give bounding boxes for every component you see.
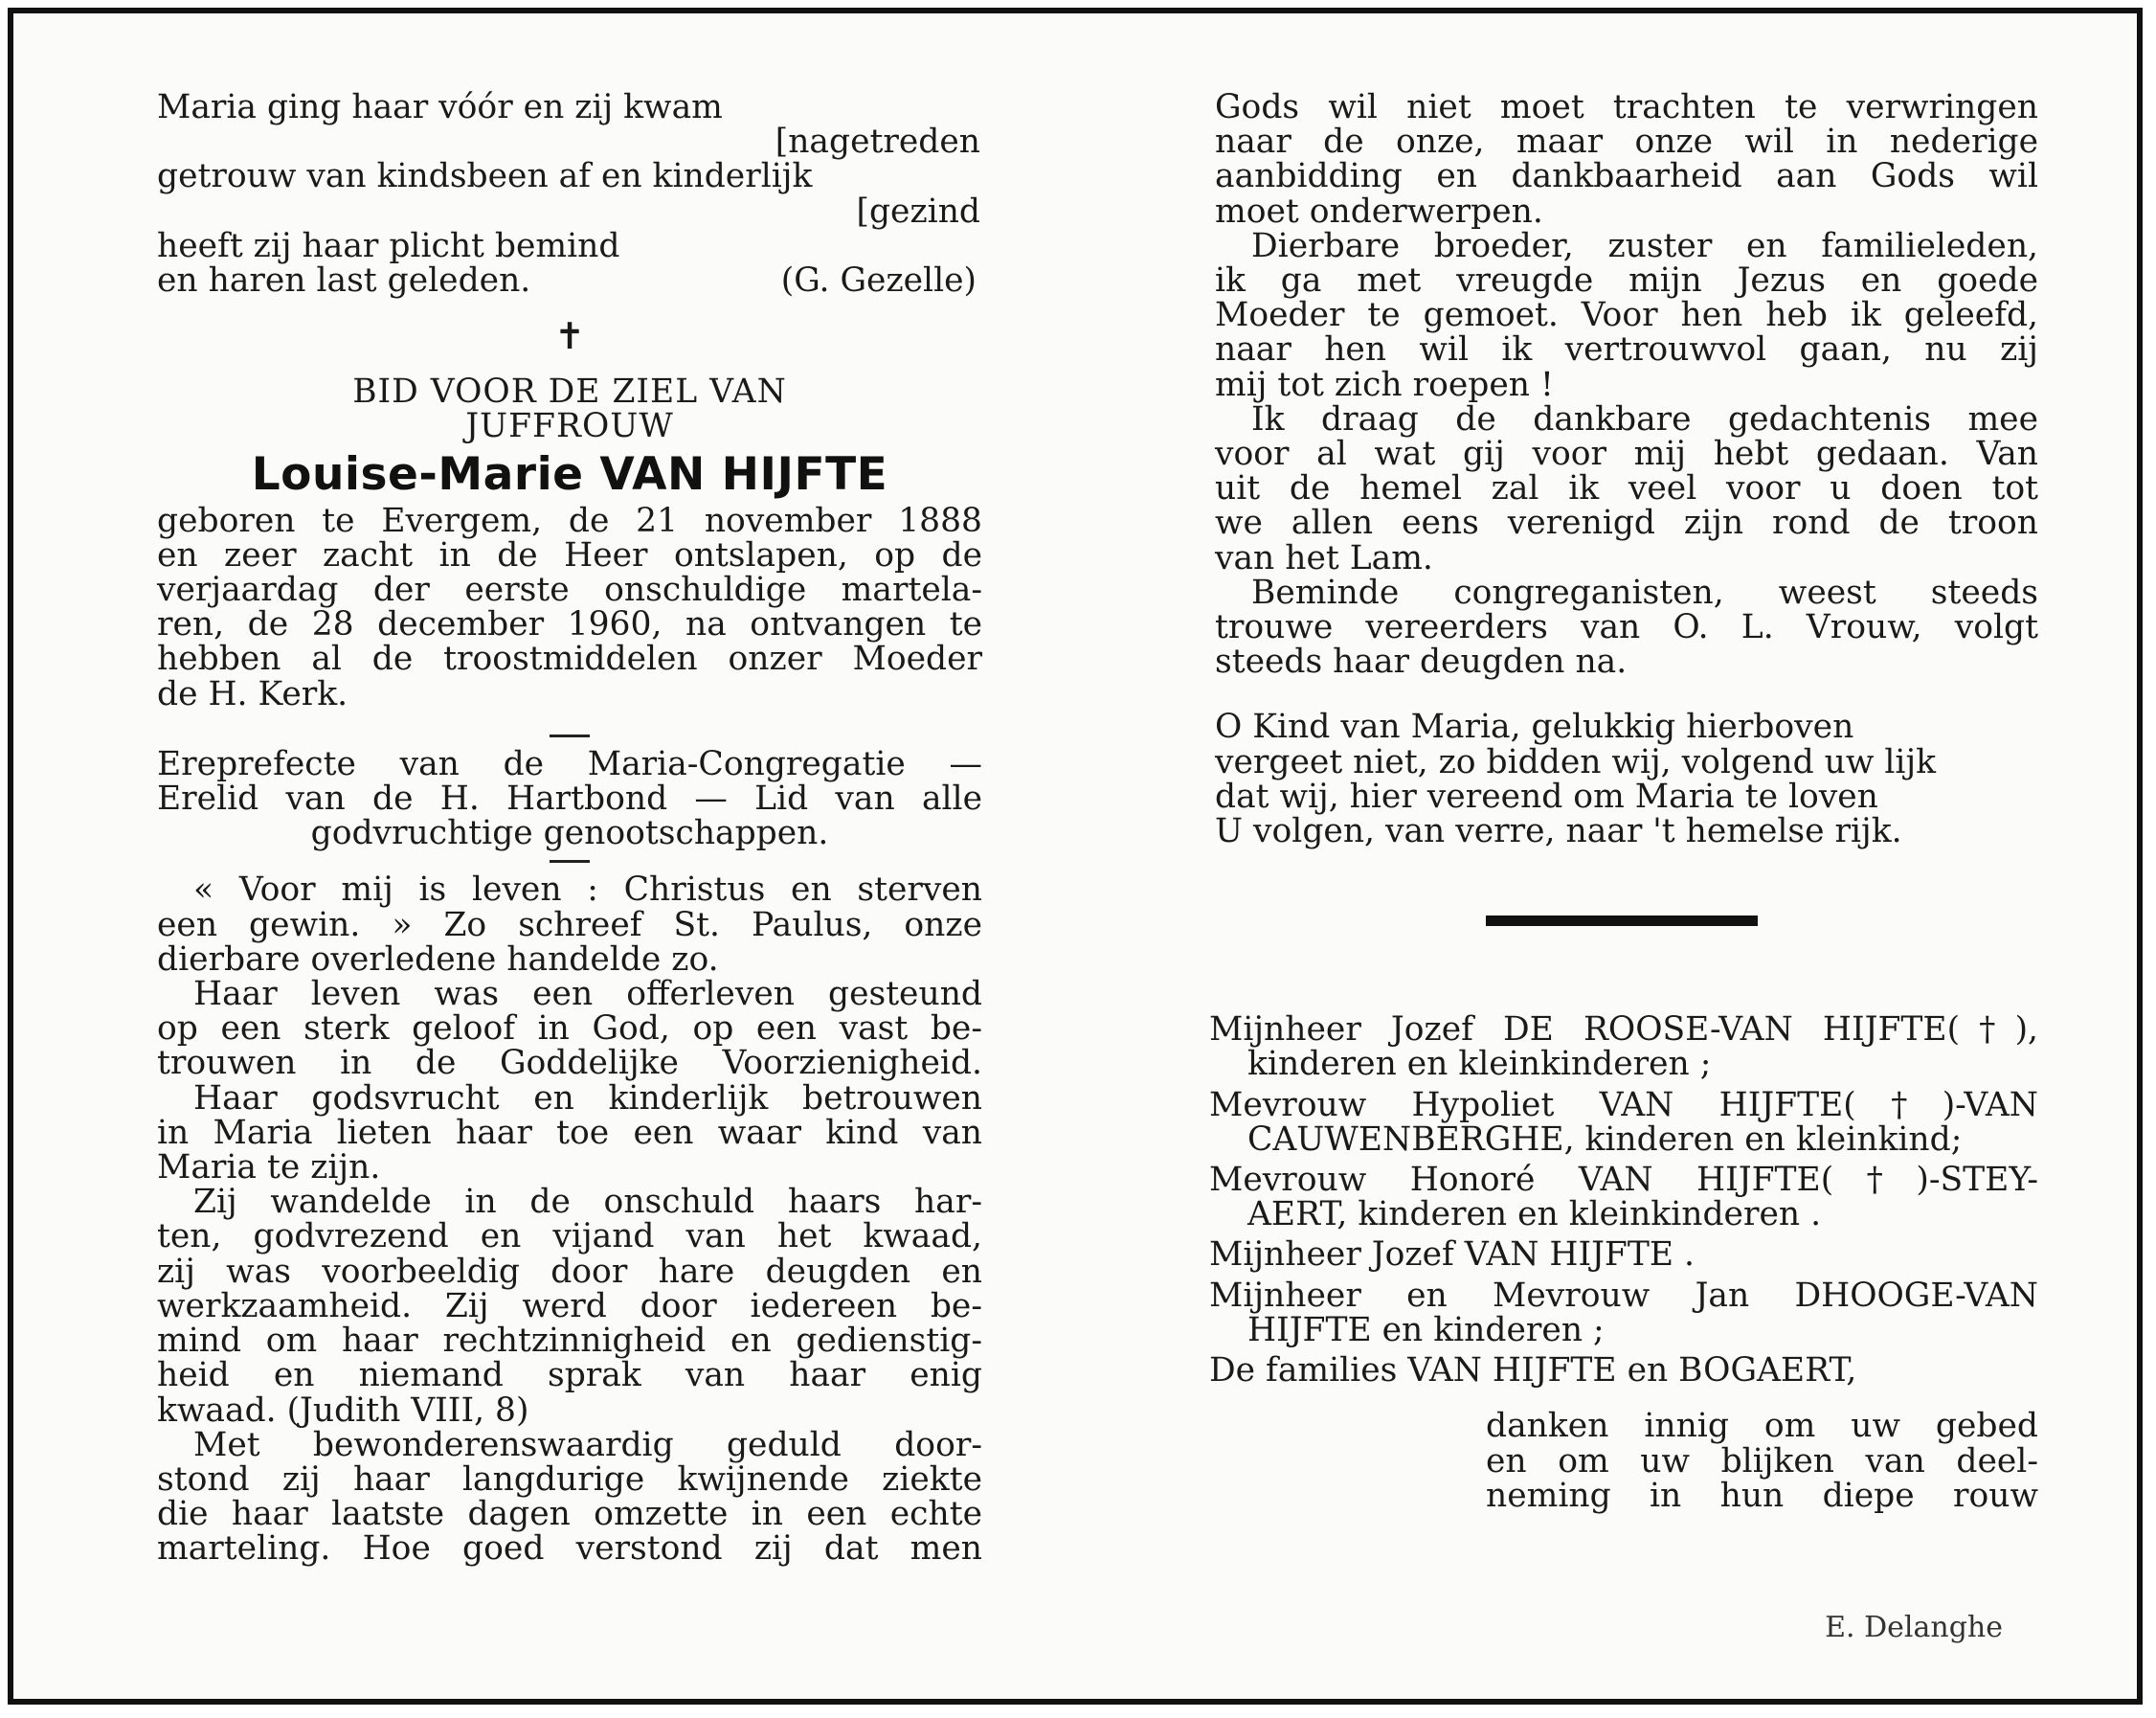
poem-line-attribution bbox=[157, 261, 982, 301]
verse-line: U volgen, van verre, naar 't hemelse rijk. bbox=[1215, 812, 1902, 851]
closing-verse bbox=[1215, 708, 2038, 851]
poem-line: heeft zij haar plicht bemind bbox=[157, 226, 620, 265]
text-line: die haar laatste dagen omzette in een echte bbox=[157, 1495, 982, 1534]
black-rule bbox=[1486, 916, 1758, 926]
bio-line: hebben al de troostmiddelen onzer Moeder bbox=[157, 640, 982, 679]
honorary-titles bbox=[157, 744, 982, 853]
bio-line: geboren te Evergem, de 21 november 1888 bbox=[157, 501, 982, 540]
heading-line-1: BID VOOR DE ZIEL VAN bbox=[352, 373, 787, 412]
poem-line: [nagetreden bbox=[775, 123, 980, 162]
title-line: Erelid van de H. Hartbond — Lid van alle bbox=[157, 780, 982, 819]
family-entry-cont: AERT, kinderen en kleinkinderen . bbox=[1247, 1195, 1822, 1234]
cross-icon: ✝ bbox=[554, 315, 585, 358]
text-line: ten, godvrezend en vijand van het kwaad, bbox=[157, 1217, 982, 1256]
verse-line: dat wij, hier vereend om Maria te loven bbox=[1215, 777, 1878, 816]
poem-line: Maria ging haar vóór en zij kwam bbox=[157, 88, 723, 126]
text-line: aanbidding en dankbaarheid aan Gods wil bbox=[1215, 157, 2038, 196]
gezelle-poem bbox=[157, 88, 982, 301]
family-entry: De families VAN HIJFTE en BOGAERT, bbox=[1209, 1351, 1857, 1390]
text-line: « Voor mij is leven : Christus en sterven bbox=[193, 870, 982, 910]
text-line: moet onderwerpen. bbox=[1215, 192, 1543, 231]
memorial-card bbox=[8, 8, 2143, 1705]
text-line: mind om haar rechtzinnigheid en gedienstig- bbox=[157, 1322, 982, 1361]
family-list bbox=[1209, 1012, 2038, 1388]
poem-line: [gezind bbox=[856, 192, 980, 231]
text-line: Maria te zijn. bbox=[157, 1148, 381, 1187]
text-line: van het Lam. bbox=[1215, 538, 1433, 577]
text-line: ik ga met vreugde mijn Jezus en goede bbox=[1215, 261, 2038, 301]
right-body-text bbox=[1215, 88, 2038, 682]
text-line: uit de hemel zal ik veel voor u doen tot bbox=[1215, 469, 2038, 509]
family-entry: Mijnheer Jozef VAN HIJFTE . bbox=[1209, 1235, 1695, 1275]
bio-line: verjaardag der eerste onschuldige martela- bbox=[157, 571, 982, 610]
text-line: Haar leven was een offerleven gesteund bbox=[193, 975, 982, 1014]
biography bbox=[157, 501, 982, 713]
family-entry: Mijnheer Jozef DE ROOSE-VAN HIJFTE(†), bbox=[1209, 1010, 2038, 1050]
title-line: godvruchtige genootschappen. bbox=[310, 814, 829, 853]
thanks-line: danken innig om uw gebed bbox=[1486, 1407, 2038, 1446]
text-line: mij tot zich roepen ! bbox=[1215, 365, 1554, 404]
left-page bbox=[157, 90, 982, 1567]
thanks-block bbox=[1215, 1409, 2038, 1513]
text-line: in Maria lieten haar toe een waar kind van bbox=[157, 1113, 982, 1152]
family-entry-cont: CAUWENBERGHE, kinderen en kleinkind; bbox=[1247, 1119, 1963, 1159]
text-line: naar de onze, maar onze wil in nederige bbox=[1215, 123, 2038, 162]
text-line: trouwen in de Goddelijke Voorzienigheid. bbox=[157, 1044, 982, 1083]
family-entry-cont: HIJFTE en kinderen ; bbox=[1247, 1310, 1605, 1349]
text-line: Met bewonderenswaardig geduld door- bbox=[193, 1425, 982, 1464]
bio-line: en zeer zacht in de Heer ontslapen, op de bbox=[157, 535, 982, 575]
text-line: Haar godsvrucht en kinderlijk betrouwen bbox=[193, 1078, 982, 1118]
text-line: Ik draag de dankbare gedachtenis mee bbox=[1251, 399, 2038, 439]
verse-line: O Kind van Maria, gelukkig hierboven bbox=[1215, 708, 1854, 747]
text-line: voor al wat gij voor mij hebt gedaan. Van bbox=[1215, 435, 2038, 474]
text-line: een gewin. » Zo schreef St. Paulus, onze bbox=[157, 905, 982, 944]
poem-attribution: (G. Gezelle) bbox=[780, 261, 977, 301]
text-line: dierbare overledene handelde zo. bbox=[157, 939, 719, 979]
text-line: naar hen wil ik vertrouwvol gaan, nu zij bbox=[1215, 330, 2038, 370]
poem-line: en haren last geleden. bbox=[157, 261, 531, 301]
bio-line: de H. Kerk. bbox=[157, 674, 348, 713]
text-line: Dierbare broeder, zuster en familieleden, bbox=[1251, 226, 2038, 265]
family-entry-cont: kinderen en kleinkinderen ; bbox=[1247, 1045, 1712, 1084]
bio-line: ren, de 28 december 1960, na ontvangen te bbox=[157, 605, 982, 644]
text-line: Zij wandelde in de onschuld haars har- bbox=[193, 1183, 982, 1222]
text-line: trouwe vereerders van O. L. Vrouw, volgt bbox=[1215, 608, 2038, 647]
poem-line: getrouw van kindsbeen af en kinderlijk bbox=[157, 157, 813, 196]
family-entry: Mevrouw Hypoliet VAN HIJFTE(†)-VAN bbox=[1209, 1085, 2038, 1124]
text-line: op een sterk geloof in God, op een vast be- bbox=[157, 1009, 982, 1049]
left-body-text bbox=[157, 870, 982, 1569]
family-entry: Mevrouw Honoré VAN HIJFTE(†)-STEY- bbox=[1209, 1161, 2038, 1200]
family-entry: Mijnheer en Mevrouw Jan DHOOGE-VAN bbox=[1209, 1276, 2038, 1315]
text-line: marteling. Hoe goed verstond zij dat men bbox=[157, 1529, 982, 1569]
right-page bbox=[1209, 88, 2038, 1515]
title-line: Ereprefecte van de Maria-Congregatie — bbox=[157, 744, 982, 783]
text-line: werkzaamheid. Zij werd door iedereen be- bbox=[157, 1286, 982, 1325]
text-line: heid en niemand sprak van haar enig bbox=[157, 1356, 982, 1395]
text-line: zij was voorbeeldig door hare deugden en bbox=[157, 1252, 982, 1291]
thanks-line: neming in hun diepe rouw bbox=[1486, 1476, 2038, 1515]
verse-line: vergeet niet, zo bidden wij, volgend uw lijk bbox=[1215, 742, 1937, 781]
thanks-line: en om uw blijken van deel- bbox=[1486, 1441, 2038, 1481]
text-line: kwaad. (Judith VIII, 8) bbox=[157, 1390, 529, 1430]
text-line: Moeder te gemoet. Voor hen heb ik geleefd, bbox=[1215, 296, 2038, 335]
heading-line-2: JUFFROUW bbox=[465, 407, 674, 446]
printer-mark: E. Delanghe bbox=[1825, 1611, 2003, 1644]
text-line: Beminde congreganisten, weest steeds bbox=[1251, 573, 2038, 612]
text-line: stond zij haar langdurige kwijnende ziekte bbox=[157, 1459, 982, 1499]
text-line: steeds haar deugden na. bbox=[1215, 643, 1628, 682]
text-line: we allen eens verenigd zijn rond de troon bbox=[1215, 504, 2038, 543]
deceased-name: Louise-Marie VAN HIJFTE bbox=[251, 447, 888, 501]
text-line: Gods wil niet moet trachten te verwringen bbox=[1215, 88, 2038, 126]
